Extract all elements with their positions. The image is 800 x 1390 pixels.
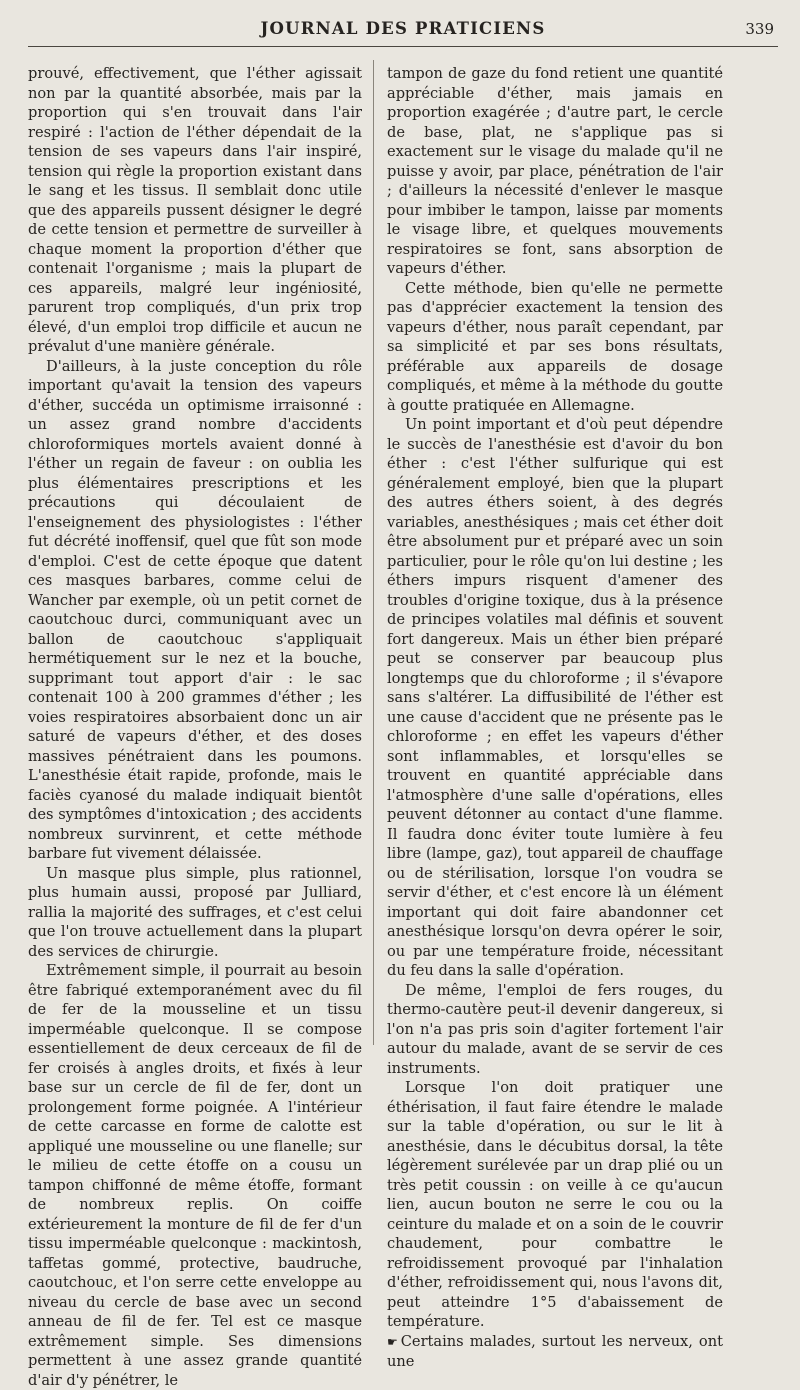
paragraph: Lorsque l'on doit pratiquer une éthérisation, il faut faire étendre le malade sur la table d'opération, ou sur le lit à anesthésie, dans le décubitus dorsal, la tête légèrement surélevée par un drap plié ou un très petit coussin : on veille à ce qu'aucun lien, aucun bouton ne serre le cou ou la ceinture du malade et on a soin de le couvrir chaudement, pour combattre le refroidissement provoqué par l'inhalation d'éther, refroidissement qui, nous l'avons dit, peut atteindre 1°5 d'abaissement de température. [387, 1079, 723, 1330]
right-column [387, 64, 723, 1372]
pointing-hand-icon: ☛ [387, 1334, 398, 1349]
last-line-text: Certains malades, surtout les nerveux, ont une [387, 1332, 723, 1370]
page-header [28, 16, 778, 47]
paragraph: D'ailleurs, à la juste conception du rôle important qu'avait la tension des vapeurs d'éther, succéda un optimisme irraisonné : un assez grand nombre d'accidents chloroformiques mortels avaient donné à l'éther un regain de faveur : on oublia les plus élémentaires prescriptions et les précautions qui découlaient de l'enseignement des physiologistes : l'éther fut décrété inoffensif, quel que fût son mode d'emploi. C'est de cette époque que datent ces masques barbares, comme celui de Wancher par exemple, où un petit cornet de caoutchouc durci, communiquant avec un ballon de caoutchouc s'appliquait hermétiquement sur le nez et la bouche, supprimant tout apport d'air : le sac contenait 100 à 200 grammes d'éther ; les voies respiratoires absorbaient donc un air saturé de vapeurs d'éther, et des doses massives pénétraient dans les poumons. L'anesthésie était rapide, profonde, mais le faciès cyanosé du malade indiquait bientôt des symptômes d'intoxication ; des accidents nombreux survinrent, et cette méthode barbare fut vivement délaissée. [28, 357, 362, 862]
paragraph: prouvé, effectivement, que l'éther agissait non par la quantité absorbée, mais par la proportion qui s'en trouvait dans l'air respiré : l'action de l'éther dépendait de la tension de ses vapeurs dans l'air inspiré, tension qui règle la proportion existant dans le sang et les tissus. Il semblait donc utile que des appareils pussent désigner le degré de cette tension et permettre de surveiller à chaque moment la proportion d'éther que contenait l'organisme ; mais la plupart de ces appareils, malgré leur ingéniosité, parurent trop compliqués, d'un prix trop élevé, d'un emploi trop difficile et aucun ne prévalut d'une manière générale. [28, 65, 362, 355]
last-line [387, 1332, 723, 1372]
paragraph: De même, l'emploi de fers rouges, du thermo-cautère peut-il devenir dangereux, si l'on n'a pas pris soin d'agiter fortement l'air autour du malade, avant de se servir de ces instruments. [387, 981, 723, 1077]
paragraph: Cette méthode, bien qu'elle ne permette pas d'apprécier exactement la tension des vapeurs d'éther, nous paraît cependant, par sa simplicité et par ses bons résultats, préférable aux appareils de dosage compliqués, et même à la méthode du goutte à goutte pratiquée en Allemagne. [387, 279, 723, 414]
left-column [28, 64, 362, 1390]
paragraph: Extrêmement simple, il pourrait au besoin être fabriqué extemporanément avec du fil de fer de la mousseline et un tissu imperméable quelconque. Il se compose essentiellement de deux cerceaux de fil de fer croisés à angles droits, et fixés à leur base sur un cercle de fil de fer, dont un prolongement forme poignée. A l'intérieur de cette carcasse en forme de calotte est appliqué une mousseline ou une flanelle; sur le milieu de cette étoffe on a cousu un tampon chiffonné de même étoffe, formant de nombreux replis. On coiffe extérieurement la monture de fil de fer d'un tissu imperméable quelconque : mackintosh, taffetas gommé, protective, baudruche, caoutchouc, et l'on serre cette enveloppe au niveau du cercle de base avec un second anneau de fil de fer. Tel est ce masque extrêmement simple. Ses dimensions permettent à une assez grande quantité d'air d'y pénétrer, le [28, 962, 362, 1389]
paragraph: Un masque plus simple, plus rationnel, plus humain aussi, proposé par Julliard, rallia la majorité des suffrages, et c'est celui que l'on trouve actuellement dans la plupart des services de chirurgie. [28, 864, 362, 960]
journal-title: JOURNAL DES PRATICIENS [260, 19, 546, 38]
page-number: 339 [745, 20, 774, 38]
paragraph: Un point important et d'où peut dépendre le succès de l'anesthésie est d'avoir du bon éther : c'est l'éther sulfurique qui est généralement employé, bien que la plupart des autres éthers soient, à des degrés variables, anesthésiques ; mais cet éther doit être absolument pur et préparé avec un soin particulier, pour le rôle qu'on lui destine ; les éthers impurs risquent d'amener des troubles d'origine toxique, dus à la présence de principes volatiles mal définis et souvent fort dangereux. Mais un éther bien préparé peut se conserver par beaucoup plus longtemps que du chloroforme ; il s'évapore sans s'altérer. La diffusibilité de l'éther est une cause d'accident que ne présente pas le chloroforme ; en effet les vapeurs d'éther sont inflammables, et lorsqu'elles se trouvent en quantité appréciable dans l'atmosphère d'une salle d'opérations, elles peuvent détonner au contact d'une flamme. Il faudra donc éviter toute lumière à feu libre (lampe, gaz), tout appareil de chauffage ou de stérilisation, lorsque l'on voudra se servir d'éther, et c'est encore là un élément important qui doit faire abandonner cet anesthésique lorsqu'on devra opérer le soir, ou par une température froide, nécessitant du feu dans la salle d'opération. [387, 416, 723, 979]
paragraph: tampon de gaze du fond retient une quantité appréciable d'éther, mais jamais en proportion exagérée ; d'autre part, le cercle de base, plat, ne s'applique pas si exactement sur le visage du malade qu'il ne puisse y avoir, par place, pénétration de l'air ; d'ailleurs la nécessité d'enlever le masque pour imbiber le tampon, laisse par moments le visage libre, et quelques mouvements respiratoires se font, sans absorption de vapeurs d'éther. [387, 65, 723, 277]
column-divider [373, 60, 374, 1045]
